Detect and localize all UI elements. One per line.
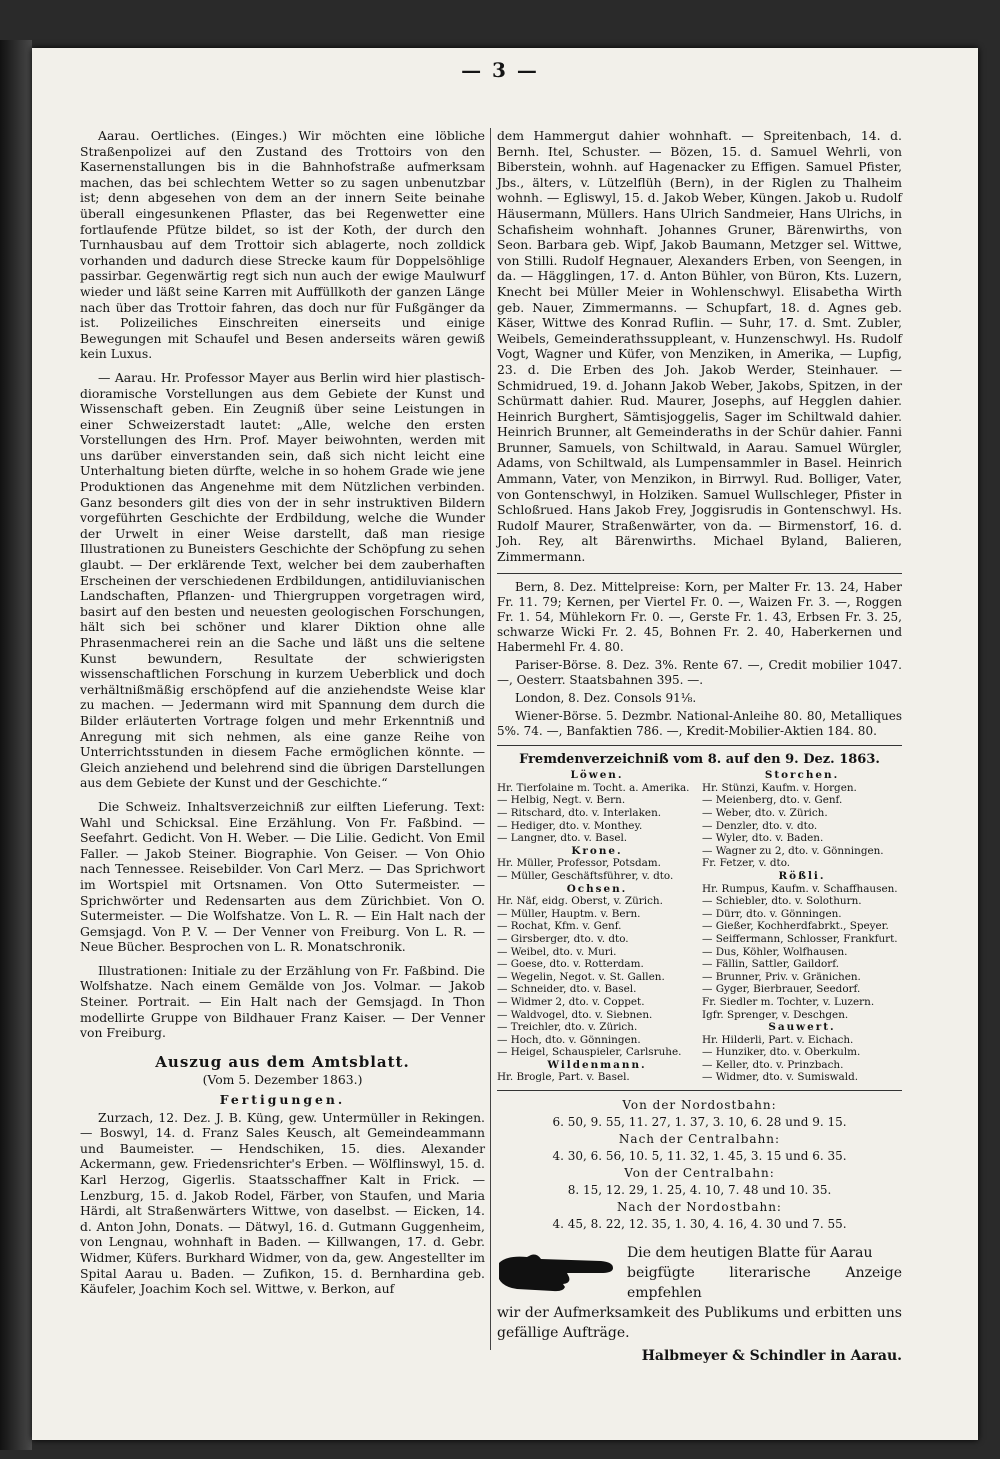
fertigungen-heading: Fertigungen. [219,1092,346,1108]
guest-list-left [497,769,697,1084]
hotel-name: Sauwert. [768,1021,836,1034]
guest-entry: — Wagner zu 2, dto. v. Gönningen. [702,844,884,857]
guest-entry: — Meienberg, dto. v. Genf. [702,794,843,807]
guest-entry: — Dus, Köhler, Wolfhausen. [702,945,848,958]
right-column [497,128,902,1365]
market-reports [497,580,902,739]
train-direction: Nach der Centralbahn: [618,1132,781,1147]
guest-entry: — Goese, dto. v. Rotterdam. [497,958,644,971]
guest-entry: — Widmer 2, dto. v. Coppet. [497,995,645,1008]
train-schedule [497,1097,902,1233]
amtsblatt-heading: Auszug aus dem Amtsblatt. [155,1052,410,1071]
article-professor-mayer: — Aarau. Hr. Professor Mayer aus Berlin wird hier plastisch-dioramische Vorstellungen aus dem Gebiete der Kunst und Wissenschaft geben. Ein Zeugniß über seine Leistungen in einer Schweizerstadt lautet: „Alle, welche den ersten Vorstellungen des Hrn. Prof. Mayer beiwohnten, werden mit uns darüber einverstanden sein, daß sich nicht leicht eine Unterhaltung bieten dürfte, welche in so hohem Grade wie jene Produktionen das Angenehme mit dem Nützlichen verbinden. Ganz besonders gilt dies von der in sehr instruktiven Bildern vorgeführten Geschichte der Erdbildung, welche die Wunder der Urwelt in einer Weise darstellt, daß man riesige Illustrationen zu Buneisters Geschichte der Schöpfung zu sehen glaubt. — Der erklärende Text, welcher bei dem zauberhaften Erscheinen der verschiedenen Erdbildungen, antidiluvianischen Landschaften, Pflanzen- und Thiergruppen vorgetragen wird, basirt auf den besten und neuesten geologischen Forschungen, hält sich bei schöner und klarer Diktion ohne alle Phrasenmacherei rein an die Sache und läßt uns die seltene Kunst bewundern, Resultate der schwierigsten wissenschaftlichen Forschung in kurzem Ueberblick und doch verhältnißmäßig erschöpfend auf die anziehendste Weise klar zu machen. — Jedermann wird mit Spannung dem durch die Bilder erläuterten Vortrage folgen und mehr Erkenntniß und Anregung mit sich nehmen, als eine ganze Reihe von Unterrichtsstunden in diesem Fache ermöglichen könnte. — Gleich anziehend und belehrend sind die übrigen Darstellungen aus dem Gebiete der Kunst und der Geschichte.“ [80,369,485,791]
guest-entry: — Weber, dto. v. Zürich. [702,807,828,819]
train-times: 4. 30, 6. 56, 10. 5, 11. 32, 1. 45, 3. 15 und 6. 35. [552,1149,847,1164]
guest-entry: Fr. Fetzer, v. dto. [702,857,791,870]
hotel-name: Rößli. [778,869,826,882]
section-rule [497,745,902,746]
guest-entry: Hr. Müller, Professor, Potsdam. [497,857,661,870]
hotel-name: Löwen. [570,769,624,782]
guest-list [497,769,902,1084]
guest-entry: — Wegelin, Negot. v. St. Gallen. [497,970,665,983]
market-bern: Bern, 8. Dez. Mittelpreise: Korn, per Malter Fr. 13. 24, Haber Fr. 11. 79; Kernen, per Viertel Fr. 0. —, Waizen Fr. 3. —, Roggen Fr. 1. 54, Mühlekorn Fr. 0. —, Gerste Fr. 1. 43, Erbsen Fr. 3. 25, schwarze Wicki Fr. 2. 45, Bohnen Fr. 2. 40, Haberkernen und Habermehl Fr. 4. 80. [497,579,902,654]
train-times: 8. 15, 12. 29, 1. 25, 4. 10, 7. 48 und 10. 35. [567,1183,832,1198]
guest-entry: — Schneider, dto. v. Basel. [497,983,637,996]
guest-entry: Hr. Stünzi, Kaufm. v. Horgen. [702,781,857,794]
train-direction: Nach der Nordostbahn: [617,1200,782,1215]
guest-entry: — Schiebler, dto. v. Solothurn. [702,895,862,908]
train-times: 4. 45, 8. 22, 12. 35, 1. 30, 4. 16, 4. 30 und 7. 55. [552,1217,847,1232]
fertigungen-continued: dem Hammergut dahier wohnhaft. — Spreitenbach, 14. d. Bernh. Itel, Schuster. — Bözen, 15. d. Samuel Wehrli, von Biberstein, wohnh. auf Hagenacker zu Effigen. Samuel Pfister, Jbs., älters, v. Lützelflüh (Bern), in der Riglen zu Thalheim wohnh. — Egliswyl, 15. d. Jakob Weber, Küngen. Jakob u. Rudolf Häusermann, Müllers. Hans Ulrich Sandmeier, Hans Ulrichs, in Schafisheim wohnhaft. Johannes Gruner, Bärenwirths, von Seon. Barbara geb. Wipf, Jakob Baumann, Metzger sel. Wittwe, von Stilli. Rudolf Hegnauer, Alexanders Erben, von Seengen, in da. — Hägglingen, 17. d. Anton Bühler, von Büron, Kts. Luzern, Knecht bei Müller Meier in Wohlenschwyl. Elisabetha Wirth geb. Nauer, Zimmermanns. — Schupfart, 18. d. Agnes geb. Käser, Wittwe des Konrad Ruflin. — Suhr, 17. d. Smt. Zubler, Weibels, Gemeinderathssuppleant, v. Hunzenschwyl. Hs. Rudolf Vogt, Wagner und Küfer, von Menziken, in Amerika, — Lupfig, 23. d. Die Erben des Joh. Jakob Werder, Steinhauer. — Schmidrued, 19. d. Johann Jakob Weber, Jakobs, Spitzen, in der Schürmatt dahier. Rud. Maurer, Josephs, auf Hegglen dahier. Heinrich Burghert, Sämtisjoggelis, Sager im Schiltwald dahier. Heinrich Brunner, alt Gemeinderaths in der Schür dahier. Fanni Brunner, Samuels, von Schiltwald, in Aarau. Samuel Würgler, Adams, von Schiltwald, als Lumpensammler in Basel. Heinrich Ammann, Vater, von Menzikon, in Birrwyl. Rud. Bolliger, Vater, von Gontenschwyl, in Holziken. Samuel Wullschleger, Pfister in Schloßrued. Hans Jakob Frey, Joggisrudis in Gontenschwyl. Hs. Rudolf Maurer, Straßenwärter, von da. — Birmenstorf, 16. d. Joh. Rey, alt Bärenwirths. Michael Byland, Balieren, Zimmermann. [497,128,902,565]
guest-entry: — Treichler, dto. v. Zürich. [497,1021,638,1034]
guest-entry: — Seiffermann, Schlosser, Frankfurt. [702,932,898,945]
market-paris: Pariser-Börse. 8. Dez. 3%. Rente 67. —, Credit mobilier 1047. —, Oesterr. Staatsbahnen 395. —. [497,657,902,687]
guest-entry: — Gyger, Bierbrauer, Seedorf. [702,983,861,996]
fremdenverzeichnis-heading: Fremdenverzeichniß vom 8. auf den 9. Dez. 1863. [519,751,880,767]
hotel-name: Krone. [571,844,623,857]
article-illustrationen: Illustrationen: Initiale zu der Erzählung von Fr. Faßbind. Die Wolfshatze. Nach einem Gemälde von Jos. Volmar. — Jakob Steiner. Portrait. — Ein Halt nach der Gemsjagd. In Thon modellirte Gruppe von Bildhauer Franz Kaiser. — Der Venner von Freiburg. [80,962,485,1041]
guest-entry: Hr. Tierfolaine m. Tocht. a. Amerika. [497,781,690,794]
fertigungen-text: Zurzach, 12. Dez. J. B. Küng, gew. Untermüller in Rekingen. — Boswyl, 14. d. Franz Sales Keusch, alt Gemeindeammann und Baumeister. — Hendschiken, 15. dies. Alexander Ackermann, gew. Friedensrichter's Erben. — Wölflinswyl, 15. d. Karl Herzog, Gigerlis. Staatsschaffner Kalt in Frick. — Lenzburg, 15. d. Jakob Rodel, Färber, von Staufen, und Maria Härdi, alt Straßenwärters Wittwe, von daselbst. — Eicken, 14. d. Anton John, Donats. — Dätwyl, 16. d. Gutmann Guggenheim, von Lengnau, wohnhaft in Baden. — Killwangen, 17. d. Gebr. Widmer, Küfers. Burkhard Widmer, von da, gew. Angestellter im Spital Aarau u. Baden. — Zufikon, 15. d. Bernhardina geb. Käufeler, Joachim Koch sel. Wittwe, v. Berkon, auf [80,1109,485,1297]
guest-entry: — Rochat, Kfm. v. Genf. [497,920,622,933]
guest-entry: — Widmer, dto. v. Sumiswald. [702,1071,859,1084]
article-die-schweiz: Die Schweiz. Inhaltsverzeichniß zur eilften Lieferung. Text: Wahl und Schicksal. Eine Erzählung. Von Fr. Faßbind. — Seefahrt. Gedicht. Von H. Weber. — Die Lilie. Gedicht. Von Emil Faller. — Jakob Steiner. Biographie. Von Geiser. — Von Ohio nach Tennessee. Reisebilder. Von Carl Merz. — Das Sprichwort im Wortspiel mit Ortsnamen. Von Otto Sutermeister. — Sprichwörter und Redensarten aus dem Zürichbiet. Von O. Sutermeister. — Die Wolfshatze. Von L. R. — Ein Halt nach der Gemsjagd. Von P. V. — Der Venner von Freiburg. Von L. R. — Neue Bücher. Besprochen von L. R. Monatschronik. [80,798,485,955]
guest-entry: — Hediger, dto. v. Monthey. [497,819,643,832]
train-times: 6. 50, 9. 55, 11. 27, 1. 37, 3. 10, 6. 28 und 9. 15. [552,1115,847,1130]
guest-entry: Hr. Näf, eidg. Oberst, v. Zürich. [497,895,663,908]
guest-entry: — Müller, Geschäftsführer, v. dto. [497,869,674,882]
guest-entry: — Heigel, Schauspieler, Carlsruhe. [497,1046,682,1059]
section-rule [497,1090,902,1091]
market-wien: Wiener-Börse. 5. Dezmbr. National-Anleihe 80. 80, Metalliques 5%. 74. —, Banfaktien 786. —, Kredit-Mobilier-Aktien 184. 80. [497,708,902,738]
left-column [80,128,485,1305]
guest-entry: — Hoch, dto. v. Gönningen. [497,1033,641,1046]
guest-entry: — Dürr, dto. v. Gönningen. [702,907,842,920]
notice-line-2: beigfügte literarische Anzeige empfehlen [627,1265,902,1302]
pointing-hand-icon [497,1249,617,1293]
guest-entry: — Langner, dto. v. Basel. [497,832,628,845]
section-rule [497,573,902,574]
guest-entry: — Müller, Hauptm. v. Bern. [497,907,641,920]
column-divider [490,128,491,1350]
guest-entry: — Girsberger, dto. v. dto. [497,932,629,945]
guest-entry: Fr. Siedler m. Tochter, v. Luzern. [702,995,875,1008]
guest-entry: — Waldvogel, dto. v. Siebnen. [497,1008,653,1021]
hotel-name: Storchen. [764,769,840,782]
hotel-name: Wildenmann. [547,1058,647,1071]
train-direction: Von der Centralbahn: [624,1166,775,1181]
guest-entry: — Brunner, Priv. v. Gränichen. [702,970,861,983]
guest-entry: — Helbig, Negt. v. Bern. [497,794,626,807]
guest-entry: — Fällin, Sattler, Gaildorf. [702,958,840,971]
guest-entry: — Gießer, Kochherdfabrkt., Speyer. [702,920,889,933]
train-direction: Von der Nordostbahn: [622,1098,777,1113]
guest-entry: Hr. Brogle, Part. v. Basel. [497,1071,630,1084]
guest-entry: — Wyler, dto. v. Baden. [702,832,824,845]
page-number: — 3 — [461,58,539,82]
market-london: London, 8. Dez. Consols 91⅛. [515,690,697,705]
advertisement-notice [497,1243,902,1365]
page-binding-shadow [0,40,32,1450]
advertiser-signature: Halbmeyer & Schindler in Aarau. [641,1348,902,1365]
guest-entry: Hr. Rumpus, Kaufm. v. Schaffhausen. [702,882,898,895]
guest-entry: — Hunziker, dto. v. Oberkulm. [702,1046,861,1059]
guest-entry: Hr. Hilderli, Part. v. Eichach. [702,1033,854,1046]
amtsblatt-date: (Vom 5. Dezember 1863.) [202,1072,363,1088]
guest-list-right [702,769,902,1084]
article-oertliches: Aarau. Oertliches. (Einges.) Wir möchten eine löbliche Straßenpolizei auf den Zustand des Trottoirs von den Kasernenstallungen bis in die Bahnhofstraße aufmerksam machen, das bei schlechtem Wetter so zu sagen unbenutzbar ist; denn abgesehen von dem an der innern Seite beinahe überall eingesunkenen Pflaster, das bei Regenwetter eine fortlaufende Pfütze bildet, so ist der Koth, der durch den Turnhausbau auf dem Trottoir sich ablagerte, noch zolldick vorhanden und dadurch diese Strecke kaum für Doppelsöhlige passirbar. Gegenwärtig regt sich nun auch der ewige Maulwurf wieder und läßt seine Karren mit Auffüllkoth der ganzen Länge nach über das Trottoir fahren, das doch nur für Fußgänger da ist. Polizeiliches Einschreiten einerseits und einige Bewegungen mit Schaufel und Besen anderseits wären gewiß kein Luxus. [80,128,485,362]
notice-line-1: Die dem heutigen Blatte für Aarau [627,1245,873,1262]
hotel-name: Ochsen. [566,882,628,895]
guest-entry: — Keller, dto. v. Prinzbach. [702,1058,844,1071]
guest-entry: Igfr. Sprenger, v. Deschgen. [702,1008,849,1021]
guest-entry: — Denzler, dto. v. dto. [702,819,818,832]
notice-line-rest: wir der Aufmerksamkeit des Publikums und erbitten uns gefällige Aufträge. [497,1305,902,1342]
guest-entry: — Ritschard, dto. v. Interlaken. [497,807,662,819]
guest-entry: — Weibel, dto. v. Muri. [497,945,617,958]
